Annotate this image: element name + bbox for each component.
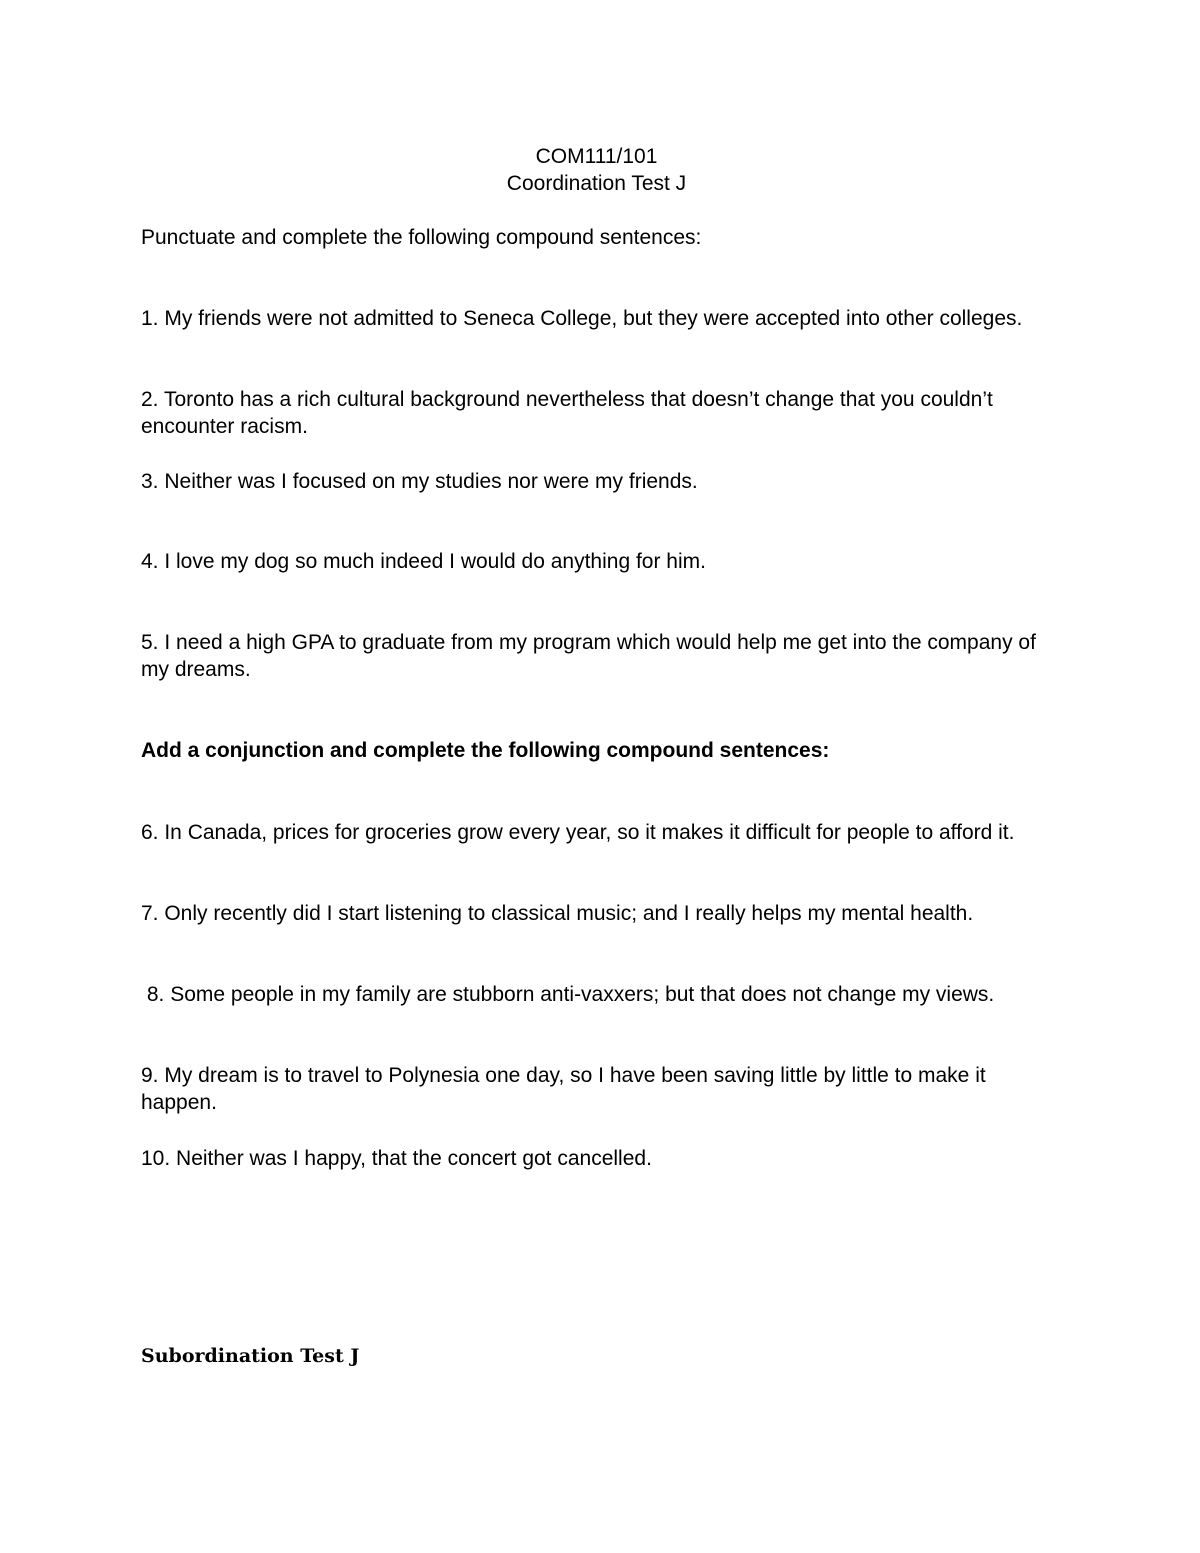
question-5: 5. I need a high GPA to graduate from my program which would help me get into the company of my dreams. xyxy=(141,631,1036,681)
question-3: 3. Neither was I focused on my studies nor were my friends. xyxy=(141,470,698,493)
question-2: 2. Toronto has a rich cultural background nevertheless that doesn’t change that you couldn’t encounter racism. xyxy=(141,388,993,438)
question-10: 10. Neither was I happy, that the concert got cancelled. xyxy=(141,1147,652,1170)
section3-title: Subordination Test J xyxy=(141,1345,360,1367)
test-title: Coordination Test J xyxy=(506,172,687,195)
question-8: 8. Some people in my family are stubborn anti-vaxxers; but that does not change my views. xyxy=(141,983,995,1006)
question-1: 1. My friends were not admitted to Seneca College, but they were accepted into other colleges. xyxy=(141,307,1023,330)
section1-instruction: Punctuate and complete the following compound sentences: xyxy=(141,226,702,249)
question-9: 9. My dream is to travel to Polynesia one day, so I have been saving little by little to make it happen. xyxy=(141,1064,986,1114)
course-code: COM111/101 xyxy=(535,145,658,168)
question-4: 4. I love my dog so much indeed I would do anything for him. xyxy=(141,550,706,573)
question-7: 7. Only recently did I start listening to classical music; and I really helps my mental health. xyxy=(141,902,974,925)
section2-instruction: Add a conjunction and complete the following compound sentences: xyxy=(141,739,830,762)
question-6: 6. In Canada, prices for groceries grow every year, so it makes it difficult for people to afford it. xyxy=(141,821,1015,844)
